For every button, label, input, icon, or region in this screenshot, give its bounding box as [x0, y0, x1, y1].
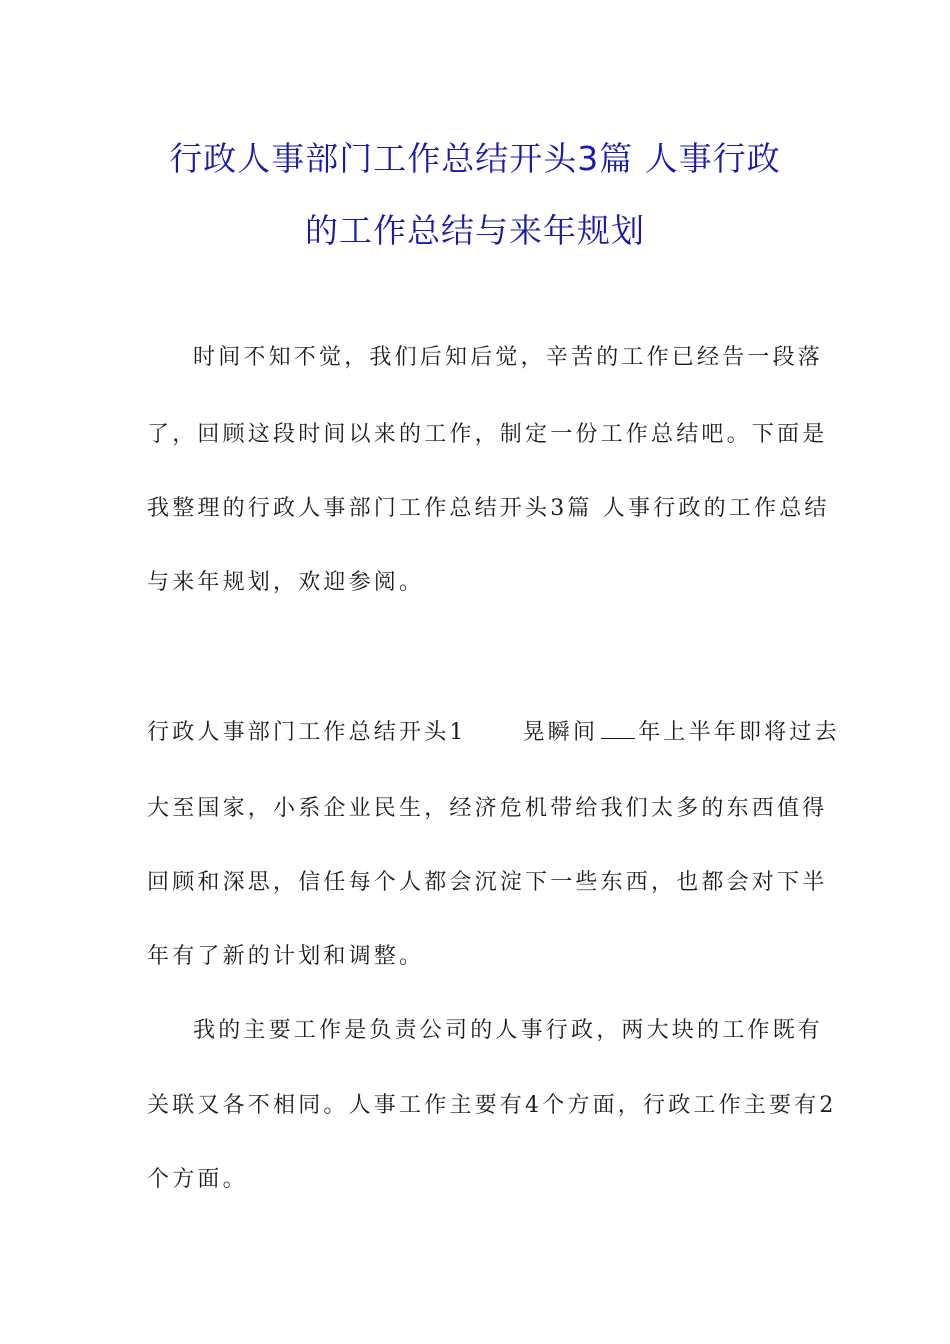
- paragraph-2-line: 个方面。: [147, 1167, 248, 1192]
- intro-line: 我整理的行政人事部门工作总结开头3篇 人事行政的工作总结: [147, 496, 830, 521]
- paragraph-2-line: 关联又各不相同。人事工作主要有4个方面，行政工作主要有2: [147, 1093, 837, 1118]
- document-title-line-2: 的工作总结与来年规划: [305, 211, 645, 250]
- paragraph-2-line: 我的主要工作是负责公司的人事行政，两大块的工作既有: [193, 1018, 824, 1043]
- section-1-line: 大至国家，小系企业民生，经济危机带给我们太多的东西值得: [147, 796, 828, 821]
- section-1-heading: 行政人事部门工作总结开头1: [147, 720, 467, 745]
- section-1-text-a: 晃瞬间: [522, 720, 599, 745]
- fill-blank: [601, 720, 635, 739]
- intro-line: 时间不知不觉，我们后知后觉，辛苦的工作已经告一段落: [193, 345, 824, 370]
- document-title-line-1: 行政人事部门工作总结开头3篇 人事行政: [169, 139, 781, 178]
- section-1-line: 回顾和深思，信任每个人都会沉淀下一些东西，也都会对下半: [147, 870, 828, 895]
- intro-line: 与来年规划，欢迎参阅。: [147, 570, 425, 595]
- intro-line: 了，回顾这段时间以来的工作，制定一份工作总结吧。下面是: [147, 422, 828, 447]
- section-1-first-line: [147, 718, 840, 748]
- section-1-line: 年有了新的计划和调整。: [147, 944, 425, 969]
- section-1-text-b: 年上半年即将过去: [638, 720, 840, 745]
